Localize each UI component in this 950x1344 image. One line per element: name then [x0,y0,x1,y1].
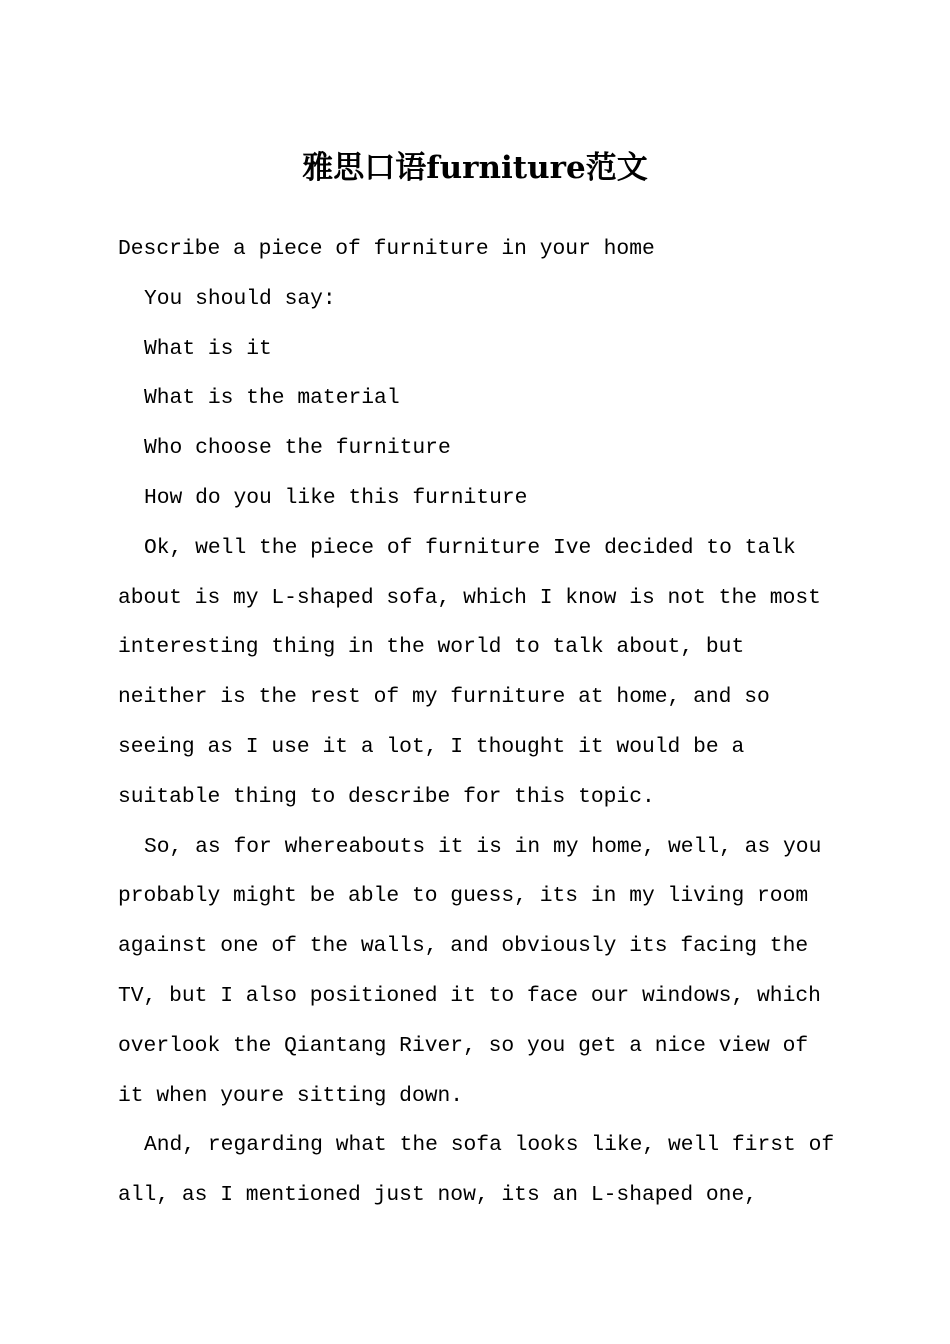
paragraph-line: So, as for whereabouts it is in my home, well, as you [144,834,822,859]
paragraph-line: TV, but I also positioned it to face our windows, which [118,983,821,1008]
paragraph-line: interesting thing in the world to talk about, but [118,635,745,660]
prompt-point: What is it [144,336,272,361]
paragraph-line: And, regarding what the sofa looks like, well first of [144,1133,835,1158]
page-title: 雅思口语furniture范文 [302,150,648,186]
paragraph-line: against one of the walls, and obviously its facing the [118,934,809,959]
document-body [118,225,840,1221]
paragraph-line: all, as I mentioned just now, its an L-shaped one, [118,1183,758,1208]
paragraph-line: neither is the rest of my furniture at home, and so [118,685,770,710]
paragraph-line: seeing as I use it a lot, I thought it would be a [118,734,745,759]
paragraph-line: probably might be able to guess, its in my living room [118,884,809,909]
paragraph-line: it when youre sitting down. [118,1083,464,1108]
paragraph-line: suitable thing to describe for this topic. [118,784,655,809]
prompt-point: Who choose the furniture [144,436,451,461]
prompt-point: What is the material [144,386,400,411]
prompt-instruction: You should say: [144,286,336,311]
prompt-heading: Describe a piece of furniture in your home [118,237,655,261]
paragraph-line: about is my L-shaped sofa, which I know is not the most [118,585,821,610]
paragraph-line: Ok, well the piece of furniture Ive decided to talk [144,535,796,560]
prompt-point: How do you like this furniture [144,485,528,510]
paragraph-line: overlook the Qiantang River, so you get a nice view of [118,1033,809,1058]
